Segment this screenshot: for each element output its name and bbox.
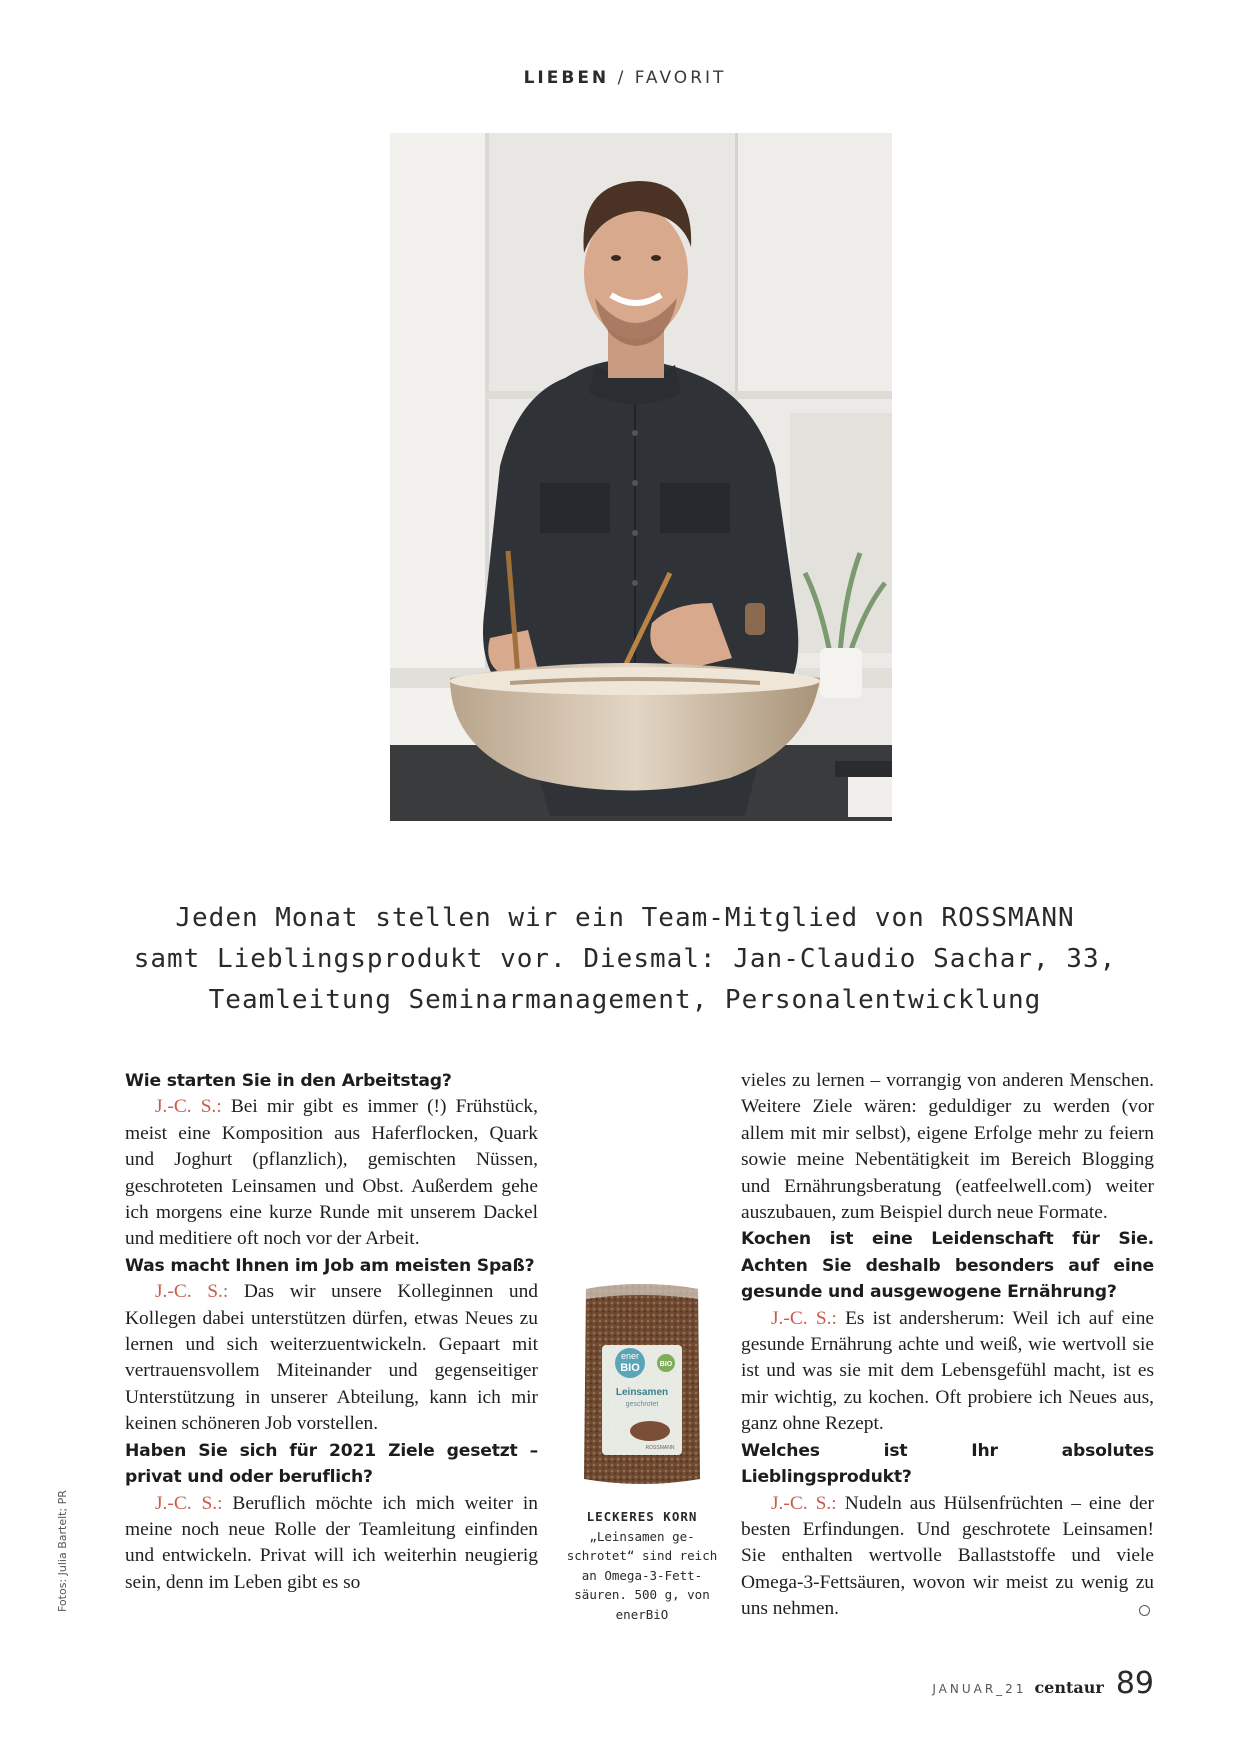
caption-line: an Omega-3-Fett-: [581, 1567, 703, 1583]
question: Wie starten Sie in den Arbeitstag?: [125, 1071, 452, 1091]
flaxseed-package-illustration: [580, 1283, 704, 1488]
package-brand-top: ener: [620, 1351, 640, 1361]
article-column-left: [125, 1068, 538, 1596]
answer-initials: J.-C. S.:: [771, 1492, 837, 1514]
answer-text: Beruflich möchte ich mich weiter in meine noch neue Rolle der Teamleitung einfinden und entwickeln. Privat will ich weiterhin neugierig sein, denn im Leben gibt es so: [125, 1492, 538, 1593]
page-number: 89: [1115, 1666, 1154, 1701]
section-header: [0, 68, 1250, 88]
answer: [741, 1491, 1154, 1623]
answer-initials: J.-C. S.:: [771, 1307, 837, 1329]
answer-text: Nudeln aus Hülsenfrüchten – eine der besten Erfindungen. Und geschrotete Leinsamen! Sie enthalten wertvolle Ballaststoffe und viele Omega-3-Fettsäuren, wovon wir meist zu wenig zu uns nehmen.: [741, 1492, 1154, 1620]
package-sublabel: geschrotet: [625, 1401, 659, 1408]
caption-title: LECKERES KORN: [586, 1509, 698, 1524]
page-footer: [932, 1666, 1154, 1701]
caption-line: „Leinsamen ge-: [589, 1528, 695, 1544]
caption-line: enerBiO: [615, 1606, 669, 1622]
caption-line: schrotet“ sind reich: [566, 1548, 718, 1563]
package-maker: ROSSMANN: [645, 1445, 675, 1451]
question: Welches ist Ihr absolutes Lieblingsprodukt?: [741, 1440, 1154, 1488]
answer-initials: J.-C. S.:: [155, 1492, 223, 1514]
question: Haben Sie sich für 2021 Ziele gesetzt – privat und oder beruflich?: [125, 1440, 538, 1488]
question: Kochen ist eine Leidenschaft für Sie. Achten Sie deshalb besonders auf eine gesunde und ausgewogene Ernährung?: [741, 1229, 1154, 1303]
photo-credit: Fotos: Julia Bartelt; PR: [56, 1490, 69, 1612]
portrait-photo: [390, 133, 892, 821]
portrait-illustration: [390, 133, 892, 821]
answer: [741, 1306, 1154, 1438]
answer-text: Das wir unsere Kolleginnen und Kollegen dabei unterstützen dürfen, etwas Neues zu lernen und sich weiterzuentwickeln. Gepaart mit vertrauensvollem Miteinander und gegenseitiger Unterstützung in unserer Abteilung, kann ich mir keinen schöneren Job vorstellen.: [125, 1281, 538, 1435]
product-image: [580, 1283, 704, 1488]
package-label: Leinsamen: [615, 1387, 669, 1398]
answer: [125, 1279, 538, 1437]
caption-line: säuren. 500 g, von: [574, 1587, 710, 1602]
answer: [125, 1094, 538, 1252]
intro-line: samt Lieblingsprodukt vor. Diesmal: Jan-Claudio Sachar, 33,: [133, 944, 1117, 974]
product-caption: [566, 1507, 718, 1624]
intro-line: Jeden Monat stellen wir ein Team-Mitglied von ROSSMANN: [175, 903, 1075, 933]
answer-continued: vieles zu lernen – vorrangig von anderen Menschen. Weitere Ziele wären: geduldiger zu werden (vor allem mit mir selbst), eigene Erfolge mehr zu feiern sowie meine Nebentätigkeit im Bereich Blogging und Ernährungsberatung (eatfeelwell.com) weiter auszubauen, zum Beispiel durch neue Formate.: [741, 1070, 1154, 1224]
magazine-logo: centaur: [1034, 1678, 1104, 1697]
answer: [125, 1491, 538, 1597]
article-column-right: [741, 1068, 1154, 1623]
issue-label: JANUAR_21: [932, 1682, 1027, 1696]
answer-text: Es ist andersherum: Weil ich auf eine gesunde Ernährung achte und weiß, wie wertvoll sie ist und was sie mit dem Lebensgefühl macht, ist es mir wichtig, zu kochen. Oft probiere ich Neues aus, ganz ohne Rezept.: [741, 1307, 1154, 1435]
intro-line: Teamleitung Seminarmanagement, Personalentwicklung: [208, 985, 1042, 1015]
answer-initials: J.-C. S.:: [155, 1096, 222, 1118]
package-bio-badge: BIO: [659, 1361, 673, 1368]
end-mark-icon: [1139, 1605, 1150, 1616]
package-brand-bottom: BIO: [620, 1362, 640, 1374]
section-separator: /: [617, 68, 627, 88]
section-label: LIEBEN: [523, 68, 610, 88]
answer-initials: J.-C. S.:: [155, 1281, 229, 1303]
answer-text: Bei mir gibt es immer (!) Frühstück, meist eine Komposition aus Haferflocken, Quark und Joghurt (pflanzlich), gemischten Nüssen, geschroteten Leinsamen und Obst. Außerdem gehe ich morgens eine kurze Runde mit unserem Dackel und meditiere oft noch vor der Arbeit.: [125, 1096, 538, 1250]
question: Was macht Ihnen im Job am meisten Spaß?: [125, 1255, 535, 1276]
subsection-label: FAVORIT: [634, 68, 727, 88]
intro-text: [100, 898, 1150, 1021]
